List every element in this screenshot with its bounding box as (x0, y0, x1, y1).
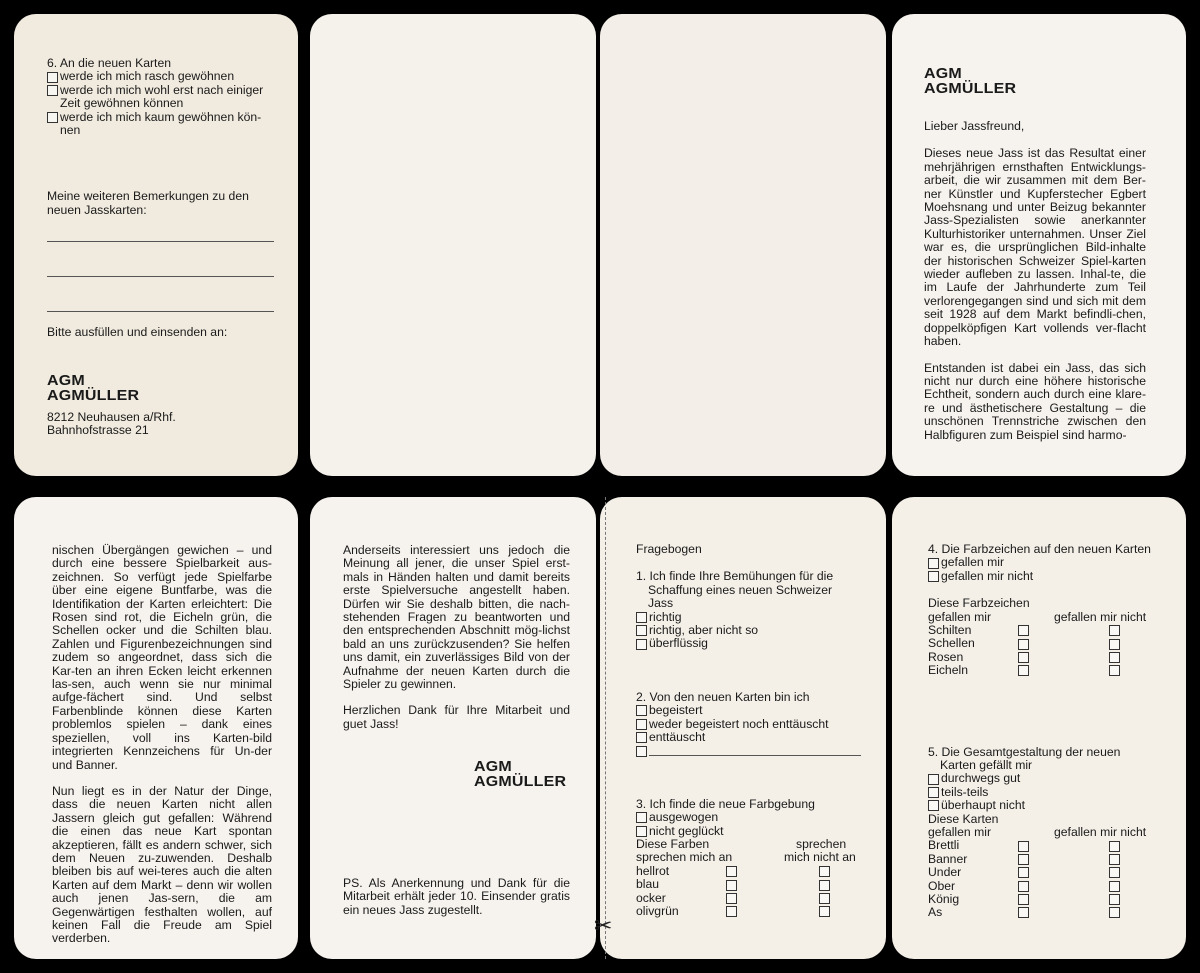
q4-item-row: Eicheln (928, 664, 1174, 677)
checkbox[interactable] (1109, 854, 1120, 865)
q2-option[interactable]: enttäuscht (636, 731, 866, 744)
q3-column-headers: Diese Farben sprechen mich an sprechen mich nicht an (636, 836, 856, 865)
q4-item-row: Schilten (928, 624, 1174, 637)
checkbox[interactable] (1109, 867, 1120, 878)
q5-item-row: König (928, 893, 1174, 906)
q5-item-row: Ober (928, 880, 1174, 893)
checkbox[interactable] (1018, 665, 1029, 676)
letter-paragraph: Herzlichen Dank für Ihre Mitarbeit und guet Jass! (343, 703, 570, 731)
q3-color-row: blau (636, 878, 866, 891)
q5-item-row: Banner (928, 853, 1174, 866)
checkbox[interactable] (726, 880, 737, 891)
q4-item-row: Schellen (928, 637, 1174, 650)
panel-questionnaire-back (14, 14, 298, 476)
q3-option[interactable]: nicht geglückt (636, 825, 866, 838)
letter-paragraph: Dieses neue Jass ist das Resultat einer mehrjährigen ernsthaften Entwicklungs-arbeit, die wir zusammen mit dem Ber-ner Künstler und Kupferstecher Egbert Moehsnang und unter Beizug bekannter Jass-Spezialisten sowie anerkannter Kulturhistoriker unternahmen. Unser Ziel war es, die ursprünglichen Bild-inhalte der historischen Schweizer Spiel-karten wieder aufleben zu lassen. Inhal-te, die im Laufe der Jahrhunderte zum Teil verlorengegangen sind und sich mit dem seit 1928 auf dem Markt befindli-chen, doppelköpfigen Kart vollends ver-flacht haben. (924, 146, 1146, 349)
q5-subtitle: Diese Karten (928, 811, 999, 826)
panel-letter-start (892, 14, 1186, 476)
letter-paragraph: Anderseits interessiert uns jedoch die Meinung all jener, die unser Spiel erst-mals in Händen halten und damit bereits erste Spielversuche angestellt haben. Dürfen wir Sie deshalb bitten, die nach-stehenden Fragen zu beantworten und den entsprechenden Abschnitt mög-lichst bald an uns zurückzusenden? Sie helfen uns damit, ein zuverlässiges Bild von der Aufnahme der neuen Karten durch die Spieler zu gewinnen. (343, 543, 570, 692)
checkbox[interactable] (47, 112, 58, 123)
checkbox[interactable] (636, 746, 647, 757)
q3-color-row: olivgrün (636, 905, 866, 918)
q1-option[interactable]: richtig (636, 611, 866, 624)
q3-color-row: ocker (636, 892, 866, 905)
checkbox[interactable] (1018, 841, 1029, 852)
greeting: Lieber Jassfreund, (924, 119, 1025, 133)
q6-option[interactable]: werde ich mich kaum gewöhnen kön- (47, 111, 274, 124)
letter-paragraph: Nun liegt es in der Natur der Dinge, dass die neuen Karten nicht allen Jassern gleich gut gefallen: Während die einen das neue Kart spontan akzeptieren, fällt es andern schwer, sich dem Neuen zu-zuwenden. Deshalb bleiben bis auf wei-teres auch die alten Karten auf dem Markt – denn wir wollen auch jenen Jas-sern, die am Gegenwärtigen festhalten wollen, auf keinen Fall die Freude am Spiel verderben. (52, 783, 272, 946)
checkbox[interactable] (636, 719, 647, 730)
letter-paragraph: nischen Übergängen gewichen – und durch eine bessere Spielbarkeit aus-zeichnen. So verfügt jede Spielfarbe über eine eigene Buntfarbe, was die Identifikation der Karten erleichtert: Die Rosen sind rot, die Eicheln grün, die Schellen ocker und die Schilten blau. Zahlen und Figurenbezeichnungen sind zudem so angeordnet, dass sich die Kar-ten an ihren Ecken leicht erkennen las-sen, auch wenn sie nur minimal aufge-fächert sind. Und selbst Farbenblinde können diese Karten problemlos spielen – dank eines speziellen, voll ins Karten-bild integrierten Kennzeichens für Un-der und Banner. (52, 543, 272, 772)
q5-column-headers: gefallen mir gefallen mir nicht (928, 824, 1147, 839)
q2-option[interactable]: weder begeistert noch enttäuscht (636, 718, 866, 731)
checkbox[interactable] (928, 571, 939, 582)
panel-blank (600, 14, 886, 476)
ps-note: PS. Als Anerkennung und Dank für die Mitarbeit erhält jeder 10. Einsender gratis ein neues Jass zugestellt. (343, 876, 570, 917)
q2-option[interactable]: begeistert (636, 704, 866, 717)
checkbox[interactable] (1109, 665, 1120, 676)
q2-option-other[interactable] (636, 744, 866, 757)
checkbox[interactable] (636, 639, 647, 650)
checkbox[interactable] (636, 826, 647, 837)
checkbox[interactable] (819, 866, 830, 877)
checkbox[interactable] (47, 72, 58, 83)
cut-line (605, 497, 606, 959)
q5-option[interactable]: teils-teils (928, 786, 1174, 799)
q5-title: 5. Die Gesamtgestaltung der neuen Karten gefällt mir (928, 744, 1121, 772)
checkbox[interactable] (1018, 625, 1029, 636)
checkbox[interactable] (928, 800, 939, 811)
checkbox[interactable] (819, 893, 830, 904)
checkbox[interactable] (1109, 881, 1120, 892)
q3-title: 3. Ich finde die neue Farbgebung (636, 796, 815, 811)
checkbox[interactable] (1109, 907, 1120, 918)
other-line[interactable] (649, 755, 861, 756)
checkbox[interactable] (726, 906, 737, 917)
panel-letter-end (310, 497, 596, 959)
checkbox[interactable] (1109, 625, 1120, 636)
checkbox[interactable] (1018, 652, 1029, 663)
checkbox[interactable] (1018, 881, 1029, 892)
q4-option[interactable]: gefallen mir nicht (928, 570, 1174, 583)
q3-color-row: hellrot (636, 865, 866, 878)
q6-option-continued: nen (60, 122, 81, 137)
checkbox[interactable] (1018, 854, 1029, 865)
panel-questionnaire-2 (892, 497, 1186, 959)
address: 8212 Neuhausen a/Rhf. Bahnhofstrasse 21 (47, 409, 176, 438)
checkbox[interactable] (819, 880, 830, 891)
checkbox[interactable] (47, 85, 58, 96)
remarks-line[interactable] (47, 276, 274, 277)
checkbox[interactable] (1109, 652, 1120, 663)
q5-option[interactable]: durchwegs gut (928, 772, 1174, 785)
checkbox[interactable] (1109, 894, 1120, 905)
q1-option[interactable]: richtig, aber nicht so (636, 624, 866, 637)
q2-title: 2. Von den neuen Karten bin ich (636, 689, 810, 704)
checkbox[interactable] (1018, 894, 1029, 905)
checkbox[interactable] (1109, 841, 1120, 852)
q5-item-row: Under (928, 866, 1174, 879)
q1-option[interactable]: überflüssig (636, 637, 866, 650)
checkbox[interactable] (1018, 639, 1029, 650)
checkbox[interactable] (636, 812, 647, 823)
remarks-label: Meine weiteren Bemerkungen zu den neuen Jasskarten: (47, 189, 249, 217)
agmuller-logo: AGM AGMÜLLER (924, 65, 1017, 97)
send-label: Bitte ausfüllen und einsenden an: (47, 325, 228, 340)
q4-subtitle: Diese Farbzeichen (928, 596, 1030, 611)
q6-title: 6. An die neuen Karten (47, 56, 172, 70)
q1-title: 1. Ich finde Ihre Bemühungen für die Schaffung eines neuen Schweizer Jass (636, 569, 834, 611)
panel-questionnaire-1 (594, 497, 886, 959)
checkbox[interactable] (928, 787, 939, 798)
letter-paragraph: Entstanden ist dabei ein Jass, das sich nicht nur durch eine höhere historische Echtheit, sondern auch durch eine klare-re und ästhetischere Gestaltung – die unschönen Trennstriche zwischen den Halbfiguren zum Beispiel sind harmo- (924, 360, 1146, 442)
q4-item-row: Rosen (928, 651, 1174, 664)
checkbox[interactable] (1018, 907, 1029, 918)
checkbox[interactable] (636, 612, 647, 623)
checkbox[interactable] (726, 893, 737, 904)
panel-letter-continued (14, 497, 298, 959)
checkbox[interactable] (1018, 867, 1029, 878)
checkbox[interactable] (636, 705, 647, 716)
q5-option[interactable]: überhaupt nicht (928, 799, 1174, 812)
agmuller-logo: AGM AGMÜLLER (474, 758, 567, 790)
q3-color-table (636, 865, 866, 919)
remarks-line[interactable] (47, 311, 274, 312)
checkbox[interactable] (928, 558, 939, 569)
checkbox[interactable] (636, 625, 647, 636)
questionnaire-title: Fragebogen (636, 542, 702, 556)
q3-option[interactable]: ausgewogen (636, 811, 866, 824)
checkbox[interactable] (726, 866, 737, 877)
q6-option-continued: Zeit gewöhnen können (60, 96, 184, 111)
checkbox[interactable] (928, 774, 939, 785)
panel-blank (310, 14, 596, 476)
checkbox[interactable] (1109, 639, 1120, 650)
q4-option[interactable]: gefallen mir (928, 556, 1174, 569)
agmuller-logo: AGM AGMÜLLER (47, 372, 140, 404)
checkbox[interactable] (819, 906, 830, 917)
q6-option[interactable]: werde ich mich rasch gewöhnen (47, 70, 274, 83)
checkbox[interactable] (636, 732, 647, 743)
scissors-icon: ✂ (594, 913, 613, 938)
q6-option[interactable]: werde ich mich wohl erst nach einiger (47, 84, 274, 97)
q4-title: 4. Die Farbzeichen auf den neuen Karten (928, 542, 1151, 556)
q5-item-row: As (928, 906, 1174, 919)
q4-column-headers: gefallen mir gefallen mir nicht (928, 609, 1147, 624)
remarks-line[interactable] (47, 241, 274, 242)
q5-item-row: Brettli (928, 839, 1174, 852)
